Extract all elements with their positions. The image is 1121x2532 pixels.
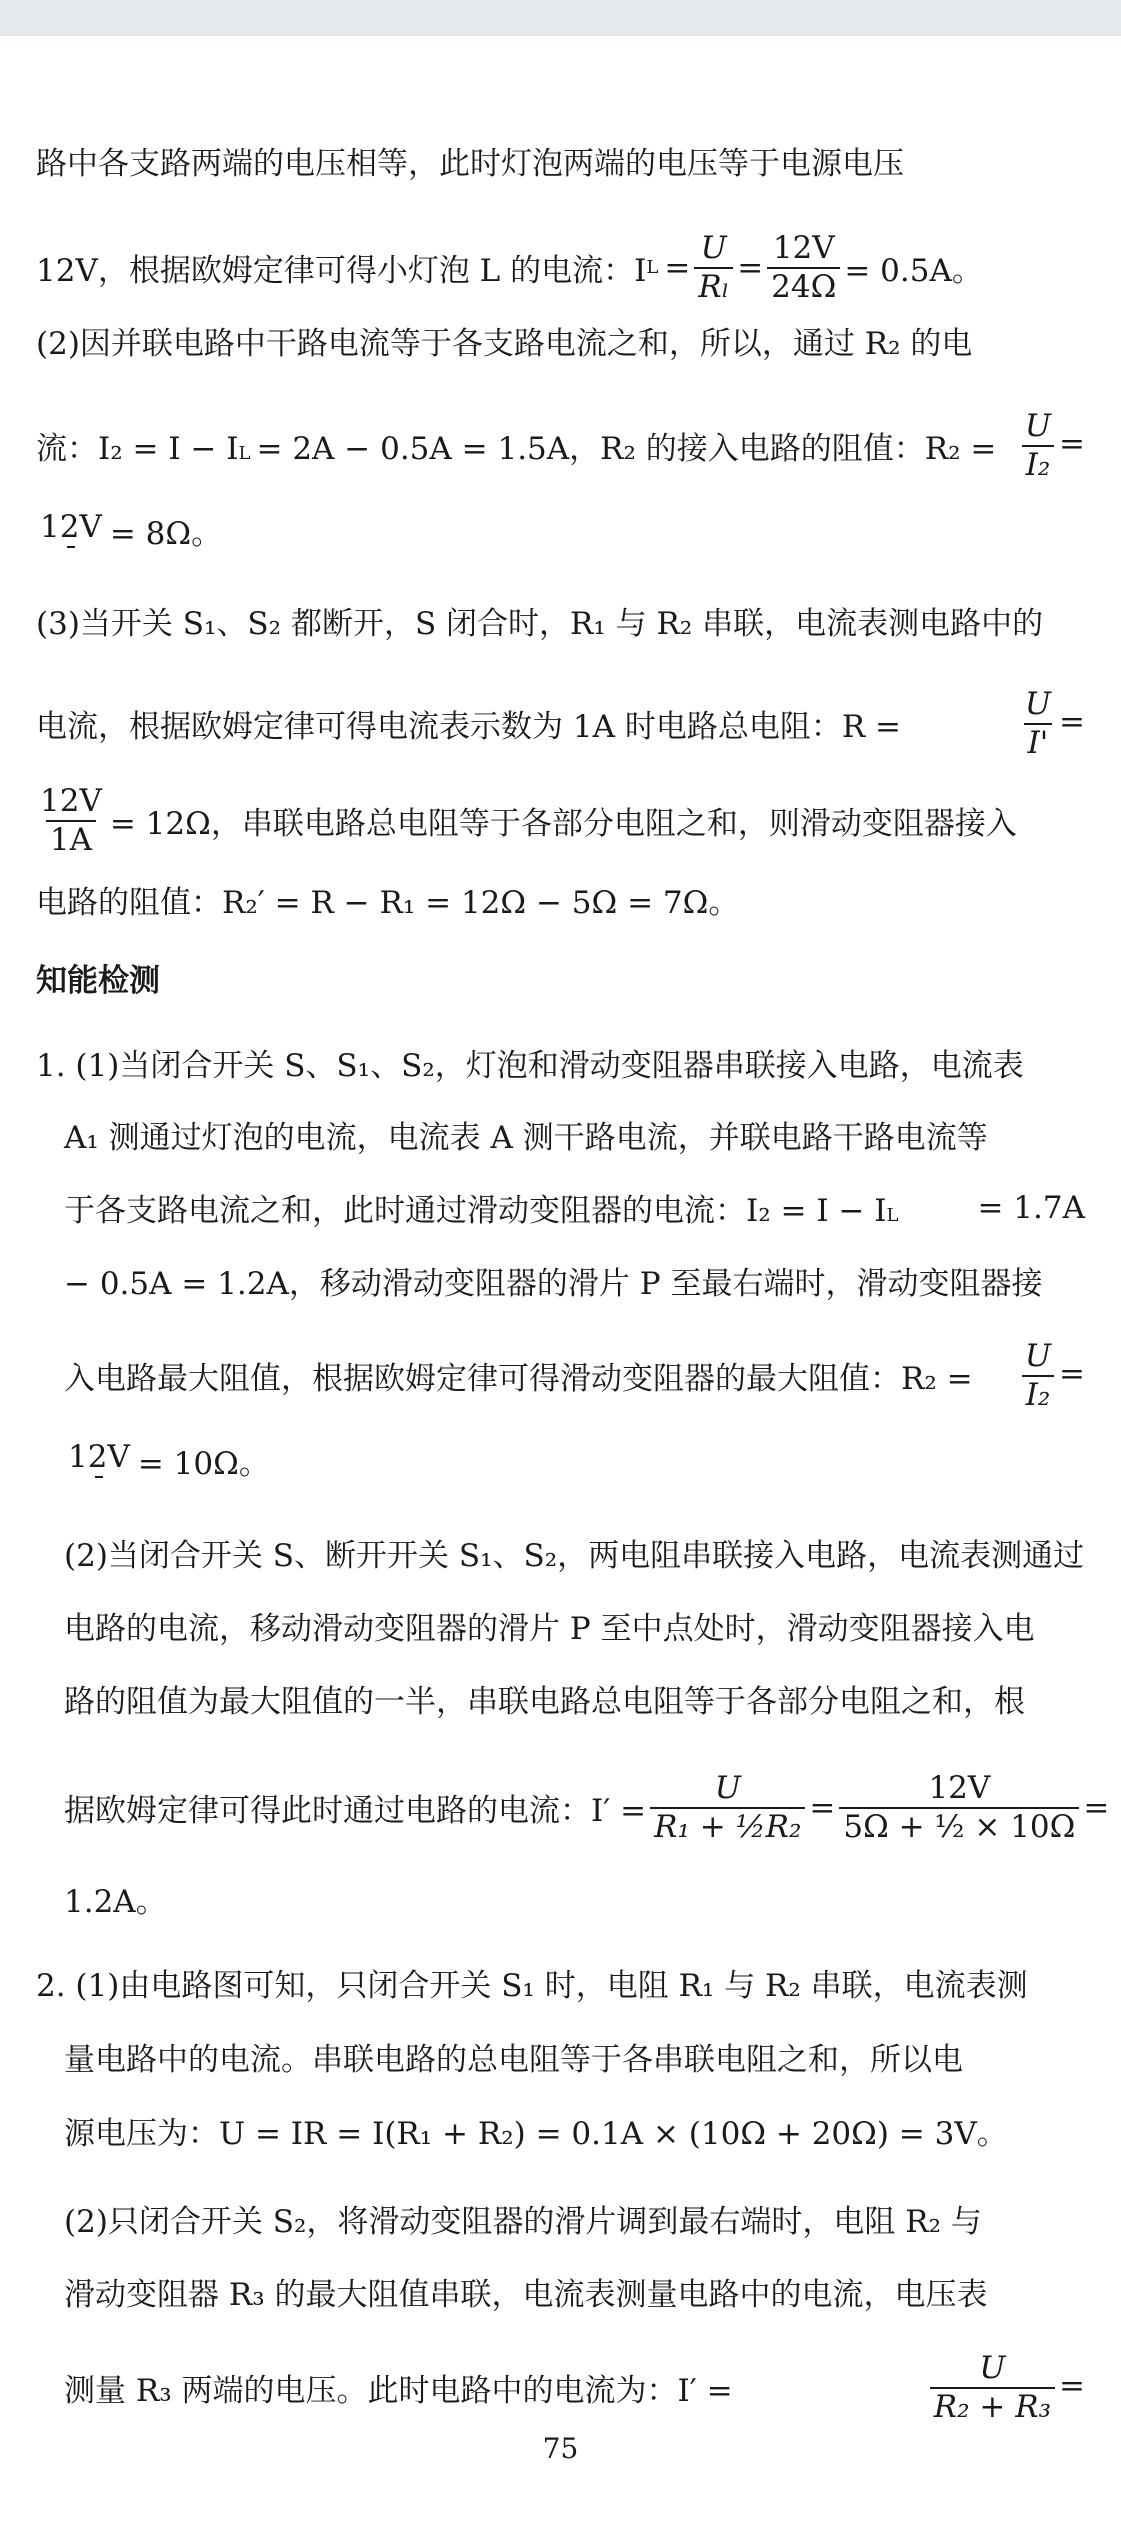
- text-line: (2)只闭合开关 S₂，将滑动变阻器的滑片调到最右端时，电阻 R₂ 与: [64, 2204, 982, 2240]
- fraction: $\frac{12V}{1A}$: [40, 783, 102, 858]
- text-line: 1. (1)当闭合开关 S、S₁、S₂，灯泡和滑动变阻器串联接入电路，电流表: [36, 1048, 1024, 1084]
- text-line: 1.2A。: [64, 1884, 167, 1920]
- text-line: 源电压为：U = IR = I(R₁ + R₂) = 0.1A × (10Ω + 20Ω) = 3V。: [64, 2116, 1008, 2152]
- text-line: (2)因并联电路中干路电流等于各支路电流之和，所以，通过 R₂ 的电: [36, 326, 973, 362]
- text-line: 流：I₂ = I − IL = 2A − 0.5A = 1.5A，R₂ 的接入电路的阻值：R₂ = $\frac{U}{\text{I₂}}$ =: [36, 408, 1085, 483]
- text-line: 测量 R₃ 两端的电压。此时电路中的电流为：I′ = $\frac{U}{\text{R₂ + R₃}}$ =: [64, 2350, 1085, 2425]
- text-line: A₁ 测通过灯泡的电流，电流表 A 测干路电流，并联电路干路电流等: [64, 1120, 988, 1156]
- fraction: 12V: [36, 511, 106, 550]
- text-line: 滑动变阻器 R₃ 的最大阻值串联，电流表测量电路中的电流，电压表: [64, 2277, 988, 2313]
- text-line: 电路的阻值：R₂′ = R − R₁ = 12Ω − 5Ω = 7Ω。: [36, 885, 740, 921]
- text-line: 电流，根据欧姆定律可得电流表示数为 1A 时电路总电阻：R = $\frac{U}{I'}$ =: [36, 686, 1085, 761]
- fraction: $\frac{12V}{24\Omega}$: [767, 232, 840, 303]
- page-number: 75: [542, 2432, 579, 2465]
- fraction: 12V: [64, 1441, 134, 1480]
- fraction: $\frac{U}{\text{Rₗ}}$: [694, 232, 733, 303]
- fraction: $\frac{U}{\text{R₂ + R₃}}$: [930, 2352, 1055, 2423]
- text-line: 于各支路电流之和，此时通过滑动变阻器的电流：I₂ = I − IL = 1.7A: [64, 1189, 1085, 1229]
- text-line: 路中各支路两端的电压相等，此时灯泡两端的电压等于电源电压: [36, 146, 904, 182]
- text-line: 据欧姆定律可得此时通过电路的电流：I′ = $\frac{U}{\text{R₁ + ½R₂}}$ = $\frac{12V}{\text{5Ω + ½ × 10Ω}}$ =: [64, 1770, 1110, 1845]
- text-line: 12V，根据欧姆定律可得小灯泡 L 的电流：I L = $\frac{U}{\text{Rₗ}}$ = $\frac{12V}{24\Omega}$ = 0.5A。: [36, 230, 983, 305]
- text-line: 12V = 8Ω。: [36, 508, 222, 553]
- text-line: (2)当闭合开关 S、断开开关 S₁、S₂，两电阻串联接入电路，电流表测通过: [64, 1538, 1085, 1574]
- fraction: $\frac{12V}{\text{5Ω + ½ × 10Ω}}$: [839, 1772, 1079, 1843]
- text-line: $\frac{12V}{1A}$ = 12Ω，串联电路总电阻等于各部分电阻之和，则滑动变阻器接入: [36, 785, 1085, 856]
- fraction: $\frac{U}{\text{R₁ + ½R₂}}$: [650, 1772, 805, 1843]
- fraction: $\frac{U}{\text{I₂}}$: [1021, 410, 1055, 481]
- text-line: 电路的电流，移动滑动变阻器的滑片 P 至中点处时，滑动变阻器接入电: [64, 1611, 1035, 1647]
- text-line: 12V = 10Ω。: [64, 1438, 1085, 1483]
- text-line: 2. (1)由电路图可知，只闭合开关 S₁ 时，电阻 R₁ 与 R₂ 串联，电流表测: [36, 1968, 1028, 2004]
- text-line: 量电路中的电流。串联电路的总电阻等于各串联电阻之和，所以电: [64, 2042, 963, 2078]
- text-line: (3)当开关 S₁、S₂ 都断开，S 闭合时，R₁ 与 R₂ 串联，电流表测电路中的: [36, 606, 1044, 642]
- section-heading: 知能检测: [36, 963, 160, 999]
- text-line: 路的阻值为最大阻值的一半，串联电路总电阻等于各部分电阻之和，根: [64, 1684, 1025, 1720]
- text-line: 入电路最大阻值，根据欧姆定律可得滑动变阻器的最大阻值：R₂ = $\frac{U}{\text{I₂}}$ =: [64, 1338, 1085, 1413]
- fraction: $\frac{U}{\text{I₂}}$: [1021, 1340, 1055, 1411]
- text-line: − 0.5A = 1.2A，移动滑动变阻器的滑片 P 至最右端时，滑动变阻器接: [64, 1266, 1043, 1302]
- fraction: $\frac{U}{I'}$: [1024, 686, 1052, 761]
